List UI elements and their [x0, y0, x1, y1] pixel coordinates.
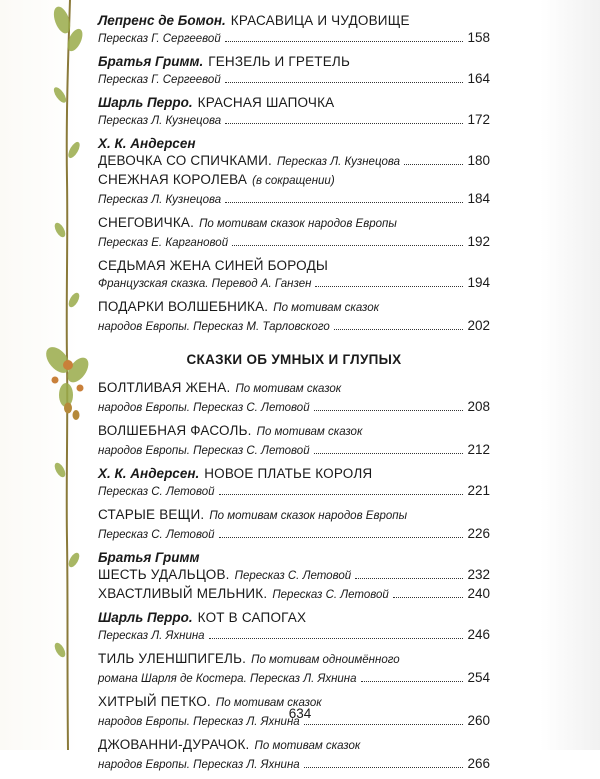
table-of-contents — [98, 12, 490, 779]
entry-page-number: 180 — [467, 153, 490, 168]
entry-note: романа Шарля де Костера. Пересказ Л. Яхнина — [98, 673, 357, 685]
toc-entry — [98, 549, 490, 604]
entry-note: Пересказ С. Летовой — [234, 570, 352, 582]
entry-note: народов Европы. Пересказ М. Тарловского — [98, 321, 330, 333]
toc-line — [98, 29, 490, 48]
entry-note: Пересказ Л. Кузнецова — [98, 115, 222, 127]
toc-line — [98, 585, 490, 604]
toc-entry — [98, 214, 490, 252]
entry-page-number: 194 — [467, 275, 490, 290]
entry-note: Французская сказка. Перевод А. Ганзен — [98, 278, 312, 290]
toc-line — [98, 422, 490, 441]
entry-author: Х. К. Андерсен — [98, 136, 196, 151]
toc-entry — [98, 379, 490, 417]
toc-line — [98, 441, 490, 460]
dot-leader — [315, 286, 463, 287]
entry-note: народов Европы. Пересказ С. Летовой — [98, 445, 310, 457]
toc-line — [98, 53, 490, 70]
toc-line — [98, 111, 490, 130]
dot-leader — [314, 410, 464, 411]
dot-leader — [225, 82, 464, 83]
entry-title: КРАСНАЯ ШАПОЧКА — [197, 95, 335, 110]
toc-line — [98, 506, 490, 525]
entry-title: ВОЛШЕБНАЯ ФАСОЛЬ. — [98, 423, 252, 438]
dot-leader — [304, 767, 464, 768]
entry-author: Братья Гримм — [98, 550, 200, 565]
entry-author: Х. К. Андерсен. — [98, 466, 200, 481]
entry-page-number: 226 — [467, 526, 490, 541]
toc-line — [98, 398, 490, 417]
toc-line — [98, 465, 490, 482]
entry-note: Пересказ Л. Кузнецова — [276, 156, 401, 168]
vine-decoration — [0, 0, 90, 750]
entry-note: По мотивам сказок — [273, 302, 380, 314]
entry-note: (в сокращении) — [252, 175, 335, 187]
entry-note: По мотивам сказок — [235, 383, 342, 395]
toc-line — [98, 298, 490, 317]
toc-entry — [98, 609, 490, 645]
entry-note: По мотивам сказок — [215, 697, 322, 709]
toc-line — [98, 257, 490, 274]
entry-title: СНЕГОВИЧКА. — [98, 215, 195, 230]
toc-entry — [98, 12, 490, 48]
entry-note: Пересказ С. Летовой — [98, 529, 215, 541]
toc-line — [98, 755, 490, 774]
toc-line — [98, 70, 490, 89]
toc-entry — [98, 257, 490, 293]
entry-author: Шарль Перро. — [98, 610, 193, 625]
toc-line — [98, 525, 490, 544]
toc-line — [98, 669, 490, 688]
entry-page-number: 260 — [467, 713, 490, 728]
dot-leader — [393, 597, 464, 598]
toc-line — [98, 650, 490, 669]
toc-entry — [98, 53, 490, 89]
dot-leader — [225, 41, 464, 42]
entry-page-number: 212 — [467, 442, 490, 457]
toc-line — [98, 609, 490, 626]
entry-note: народов Европы. Пересказ Л. Яхнина — [98, 759, 300, 771]
entry-title: ГЕНЗЕЛЬ И ГРЕТЕЛЬ — [208, 54, 351, 69]
entry-title: ХИТРЫЙ ПЕТКО. — [98, 694, 211, 709]
toc-line — [98, 482, 490, 501]
entry-author: Братья Гримм. — [98, 54, 204, 69]
entry-page-number: 246 — [467, 627, 490, 642]
toc-entry — [98, 135, 490, 209]
entry-author: Лепренс де Бомон. — [98, 13, 226, 28]
entry-note: народов Европы. Пересказ Л. Яхнина — [98, 716, 300, 728]
toc-line — [98, 626, 490, 645]
dot-leader — [219, 537, 464, 538]
toc-list-top — [98, 12, 490, 336]
entry-note: По мотивам сказок — [256, 426, 363, 438]
entry-page-number: 164 — [467, 71, 490, 86]
toc-entry — [98, 650, 490, 688]
toc-line — [98, 171, 490, 190]
dot-leader — [361, 681, 464, 682]
toc-line — [98, 379, 490, 398]
toc-line — [98, 94, 490, 111]
toc-entry — [98, 736, 490, 774]
entry-page-number: 158 — [467, 30, 490, 45]
entry-note: По мотивам сказок — [254, 740, 361, 752]
dot-leader — [355, 578, 463, 579]
entry-note: По мотивам одноимённого — [251, 654, 400, 666]
dot-leader — [225, 202, 463, 203]
entry-title: ДЖОВАННИ-ДУРАЧОК. — [98, 737, 250, 752]
dot-leader — [232, 245, 463, 246]
dot-leader — [304, 724, 464, 725]
entry-page-number: 240 — [467, 586, 490, 601]
entry-title: ТИЛЬ УЛЕНШПИГЕЛЬ. — [98, 651, 247, 666]
entry-note: Пересказ Е. Каргановой — [98, 237, 229, 249]
dot-leader — [225, 123, 463, 124]
entry-page-number: 232 — [467, 567, 490, 582]
entry-title: КОТ В САПОГАХ — [197, 610, 307, 625]
entry-page-number: 192 — [467, 234, 490, 249]
entry-page-number: 254 — [467, 670, 490, 685]
page-number: 634 — [288, 706, 312, 721]
toc-line — [98, 317, 490, 336]
entry-note: народов Европы. Пересказ С. Летовой — [98, 402, 310, 414]
toc-line — [98, 135, 490, 152]
entry-title: ХВАСТЛИВЫЙ МЕЛЬНИК. — [98, 586, 268, 601]
toc-line — [98, 274, 490, 293]
entry-title: СНЕЖНАЯ КОРОЛЕВА — [98, 172, 248, 187]
toc-entry — [98, 422, 490, 460]
toc-line — [98, 736, 490, 755]
entry-note: Пересказ С. Летовой — [98, 486, 215, 498]
dot-leader — [209, 638, 464, 639]
entry-note: Пересказ Г. Сергеевой — [98, 33, 221, 45]
dot-leader — [404, 164, 463, 165]
entry-page-number: 202 — [467, 318, 490, 333]
dot-leader — [334, 329, 464, 330]
entry-title: ДЕВОЧКА СО СПИЧКАМИ. — [98, 153, 272, 168]
entry-page-number: 184 — [467, 191, 490, 206]
toc-entry — [98, 506, 490, 544]
toc-line — [98, 190, 490, 209]
toc-line — [98, 214, 490, 233]
entry-title: СТАРЫЕ ВЕЩИ. — [98, 507, 205, 522]
entry-title: КРАСАВИЦА И ЧУДОВИЩЕ — [230, 13, 410, 28]
toc-line — [98, 549, 490, 566]
dot-leader — [219, 494, 464, 495]
toc-line — [98, 152, 490, 171]
toc-line — [98, 566, 490, 585]
entry-note: Пересказ Л. Кузнецова — [98, 194, 222, 206]
entry-title: БОЛТЛИВАЯ ЖЕНА. — [98, 380, 231, 395]
entry-note: Пересказ Г. Сергеевой — [98, 74, 221, 86]
entry-note: Пересказ С. Летовой — [272, 589, 389, 601]
entry-note: По мотивам сказок народов Европы — [209, 510, 408, 522]
toc-entry — [98, 94, 490, 130]
entry-author: Шарль Перро. — [98, 95, 193, 110]
toc-entry — [98, 298, 490, 336]
entry-title: СЕДЬМАЯ ЖЕНА СИНЕЙ БОРОДЫ — [98, 258, 329, 273]
entry-title: ПОДАРКИ ВОЛШЕБНИКА. — [98, 299, 269, 314]
entry-page-number: 221 — [467, 483, 490, 498]
entry-title: НОВОЕ ПЛАТЬЕ КОРОЛЯ — [204, 466, 373, 481]
entry-page-number: 172 — [467, 112, 490, 127]
entry-note: По мотивам сказок народов Европы — [199, 218, 397, 230]
entry-page-number: 266 — [467, 756, 490, 771]
toc-entry — [98, 465, 490, 501]
entry-note: Пересказ Л. Яхнина — [98, 630, 205, 642]
entry-page-number: 208 — [467, 399, 490, 414]
toc-line — [98, 233, 490, 252]
dot-leader — [314, 453, 464, 454]
toc-line — [98, 12, 490, 29]
entry-title: ШЕСТЬ УДАЛЬЦОВ. — [98, 567, 230, 582]
section-heading: СКАЗКИ ОБ УМНЫХ И ГЛУПЫХ — [186, 352, 402, 367]
